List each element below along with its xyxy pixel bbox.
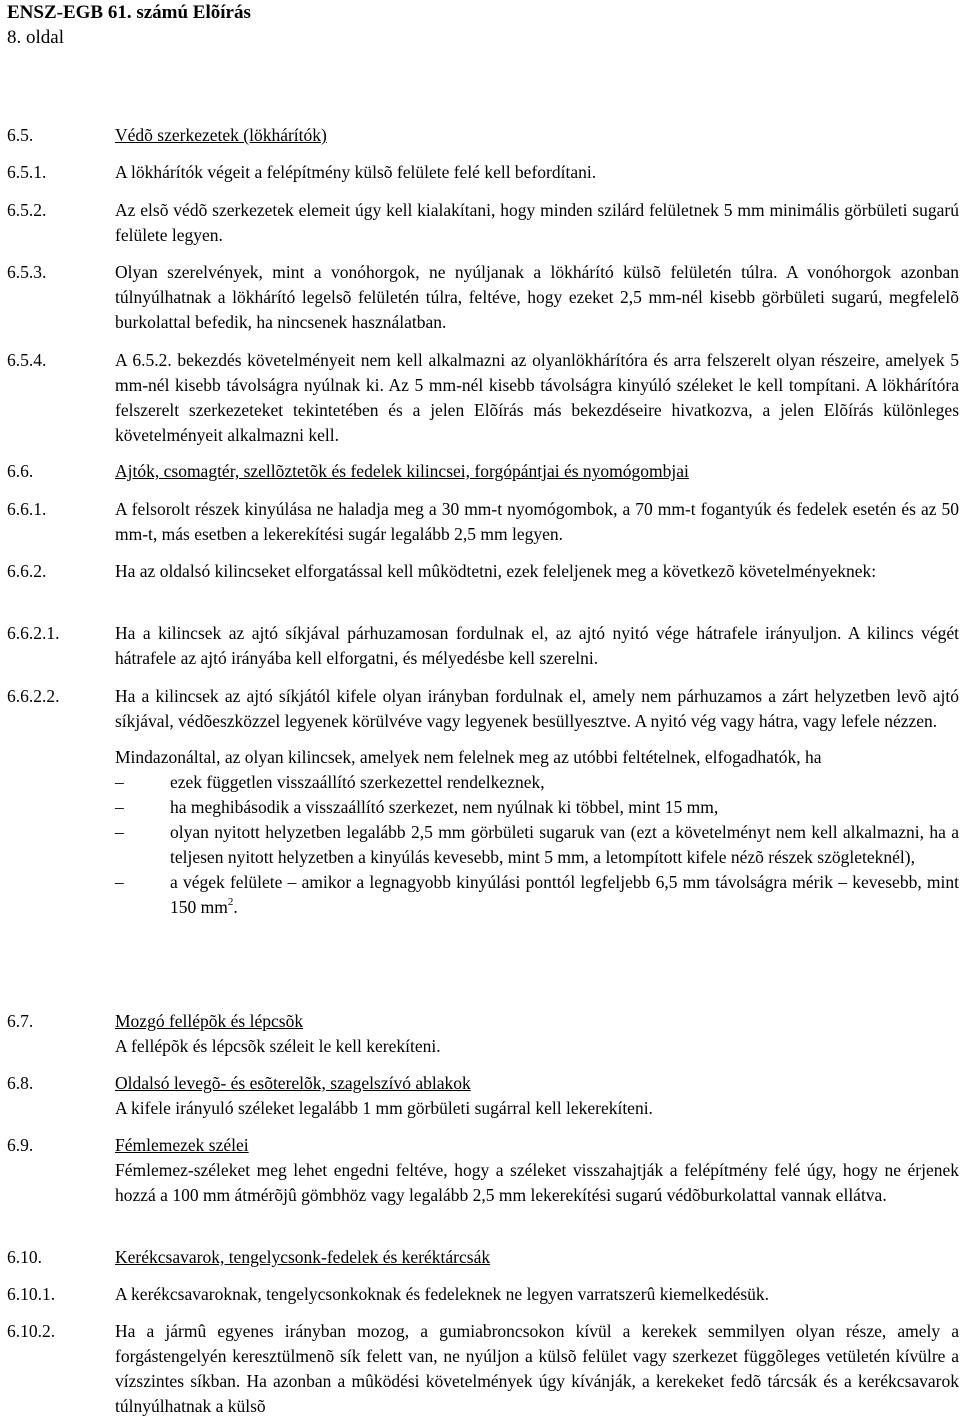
document-title: ENSZ-EGB 61. számú Elõírás — [7, 2, 251, 23]
section-text: A 6.5.2. bekezdés követelményeit nem kell alkalmazni az olyanlökhárítóra és arra felszerelt olyan részeire, amelyek 5 mm-nél kisebb távolságra nyúlnak ki. Az 5 mm-nél kisebb távolságra kinyúló széleket le kell tompítani. A lökhárítóra felszerelt szerkezeteket tekintetében és a jelen Elõírás más bekezdéseire hivatkozva, a jelen Elõírás különleges követelményeit alkalmazni kell. — [115, 350, 959, 445]
dash-bullet: – — [115, 822, 124, 842]
section-text: Fémlemez-széleket meg lehet engedni feltéve, hogy a széleket visszahajtják a felépítmény felé úgy, hogy ne érjenek hozzá a 100 mm átmérõjû gömbhöz vagy legalább 2,5 mm lekerekítési sugarú védõburkolattal vannak ellátva. — [115, 1160, 959, 1205]
section-number: 6.10.2. — [7, 1321, 56, 1341]
dash-bullet: – — [115, 872, 124, 892]
section-6-5-3 — [7, 260, 959, 335]
section-6-5-2 — [7, 198, 959, 248]
dash-bullet: – — [115, 772, 124, 792]
section-number: 6.7. — [7, 1011, 34, 1031]
section-title: Fémlemezek szélei — [115, 1135, 249, 1155]
section-text: A fellépõk és lépcsõk széleit le kell kerekíteni. — [115, 1036, 441, 1056]
section-text: Az elsõ védõ szerkezetek elemeit úgy kell kialakítani, hogy minden szilárd felületnek 5 mm minimális görbületi sugarú felülete legyen. — [115, 200, 959, 245]
section-6-7 — [7, 1009, 959, 1059]
list-item — [115, 870, 959, 920]
list-item-text: olyan nyitott helyzetben legalább 2,5 mm görbületi sugaruk van (ezt a követelményt nem kell alkalmazni, ha a teljesen nyitott helyzetben a kinyúlás kevesebb, mint 5 mm, a letompított kifele nézõ részek szögleteknél), — [170, 822, 959, 867]
section-6-6-2-1 — [7, 621, 959, 671]
section-number: 6.5.3. — [7, 262, 47, 282]
section-6-9 — [7, 1133, 959, 1208]
section-number: 6.10. — [7, 1247, 42, 1267]
list-item-end: . — [233, 897, 238, 917]
section-6-8 — [7, 1071, 959, 1121]
list-item-text: ha meghibásodik a visszaállító szerkezet, nem nyúlnak ki többel, mint 15 mm, — [170, 797, 719, 817]
section-6-5 — [7, 123, 959, 148]
section-text: Ha a jármû egyenes irányban mozog, a gumiabroncsokon kívül a kerekek semmilyen olyan része, amely a forgástengelyén keresztülmenõ sík felett van, ne nyúljon a külsõ felület vagy szerkezet függõleges vetületén kívülre a vízszintes síkban. Ha azonban a mûködési követelmények úgy kívánják, a kerekeket fedõ tárcsák és a kerékcsavarok túlnyúlhatnak a külsõ — [115, 1321, 959, 1416]
list-item — [115, 795, 959, 820]
section-text: A felsorolt részek kinyúlása ne haladja meg a 30 mm-t nyomógombok, a 70 mm-t fogantyúk és fedelek esetén és az 50 mm-t, más esetben a lekerekítési sugár legalább 2,5 mm legyen. — [115, 499, 959, 544]
section-6-5-1 — [7, 160, 959, 185]
section-number: 6.10.1. — [7, 1284, 56, 1304]
section-title: Ajtók, csomagtér, szellõztetõk és fedelek kilincsei, forgópántjai és nyomógombjai — [115, 461, 689, 481]
section-number: 6.5. — [7, 125, 34, 145]
section-6-10 — [7, 1245, 959, 1270]
section-intro: Mindazonáltal, az olyan kilincsek, amelyek nem felelnek meg az utóbbi feltételnek, elfogadhatók, ha — [115, 747, 822, 767]
section-number: 6.6.2.1. — [7, 623, 60, 643]
section-6-10-1 — [7, 1282, 959, 1307]
section-text: A kifele irányuló széleket legalább 1 mm görbületi sugárral kell lekerekíteni. — [115, 1098, 653, 1118]
list-item — [115, 770, 959, 795]
list-item-text: a végek felülete – amikor a legnagyobb kinyúlási ponttól legfeljebb 6,5 mm távolságra mérik – kevesebb, mint 150 mm — [170, 872, 959, 917]
section-text: Ha a kilincsek az ajtó síkjától kifele olyan irányban fordulnak el, amely nem párhuzamos a zárt helyzetben levõ ajtó síkjával, védõeszközzel legyenek körülvéve vagy legyenek besüllyesztve. A nyitó vég vagy hátra, vagy lefele nézzen. — [115, 686, 959, 731]
section-number: 6.6. — [7, 461, 34, 481]
section-text: A lökhárítók végeit a felépítmény külsõ felülete felé kell befordítani. — [115, 162, 597, 182]
section-number: 6.8. — [7, 1073, 34, 1093]
section-title: Kerékcsavarok, tengelycsonk-fedelek és keréktárcsák — [115, 1247, 491, 1267]
section-6-10-2 — [7, 1319, 959, 1419]
list-item-text: ezek független visszaállító szerkezettel rendelkeznek, — [170, 772, 545, 792]
section-6-6-2-2 — [7, 684, 959, 920]
list-item — [115, 820, 959, 870]
section-number: 6.9. — [7, 1135, 34, 1155]
section-text: A kerékcsavaroknak, tengelycsonkoknak és fedeleknek ne legyen varratszerû kiemelkedésük. — [115, 1284, 770, 1304]
section-title: Oldalsó levegõ- és esõterelõk, szagelszívó ablakok — [115, 1073, 471, 1093]
section-title: Védõ szerkezetek (lökhárítók) — [115, 125, 327, 145]
section-6-5-4 — [7, 348, 959, 448]
section-title: Mozgó fellépõk és lépcsõk — [115, 1011, 304, 1031]
section-number: 6.6.2.2. — [7, 686, 60, 706]
page-header — [7, 0, 251, 50]
section-number: 6.5.2. — [7, 200, 47, 220]
superscript: 2 — [227, 896, 234, 909]
dash-bullet: – — [115, 797, 124, 817]
section-6-6-2 — [7, 559, 959, 584]
section-text: Ha a kilincsek az ajtó síkjával párhuzamosan fordulnak el, az ajtó nyitó vége hátrafele irányuljon. A kilincs végét hátrafele az ajtó irányába kell elforgatni, és mélyedésbe kell szerelni. — [115, 623, 959, 668]
section-text: Olyan szerelvények, mint a vonóhorgok, ne nyúljanak a lökhárító külsõ felületén túlra. A vonóhorgok azonban túlnyúlhatnak a lökhárító legelsõ felületén túlra, feltéve, hogy ezeket 2,5 mm-nél kisebb görbületi sugarú, megfelelõ burkolattal befedik, ha nincsenek használatban. — [115, 262, 959, 332]
section-6-6 — [7, 459, 959, 484]
section-number: 6.6.1. — [7, 499, 47, 519]
page-number: 8. oldal — [7, 27, 64, 48]
section-number: 6.5.1. — [7, 162, 47, 182]
section-text: Ha az oldalsó kilincseket elforgatással kell mûködtetni, ezek feleljenek meg a következõ követelményeknek: — [115, 561, 877, 581]
section-number: 6.5.4. — [7, 350, 47, 370]
section-6-6-1 — [7, 497, 959, 547]
section-number: 6.6.2. — [7, 561, 47, 581]
